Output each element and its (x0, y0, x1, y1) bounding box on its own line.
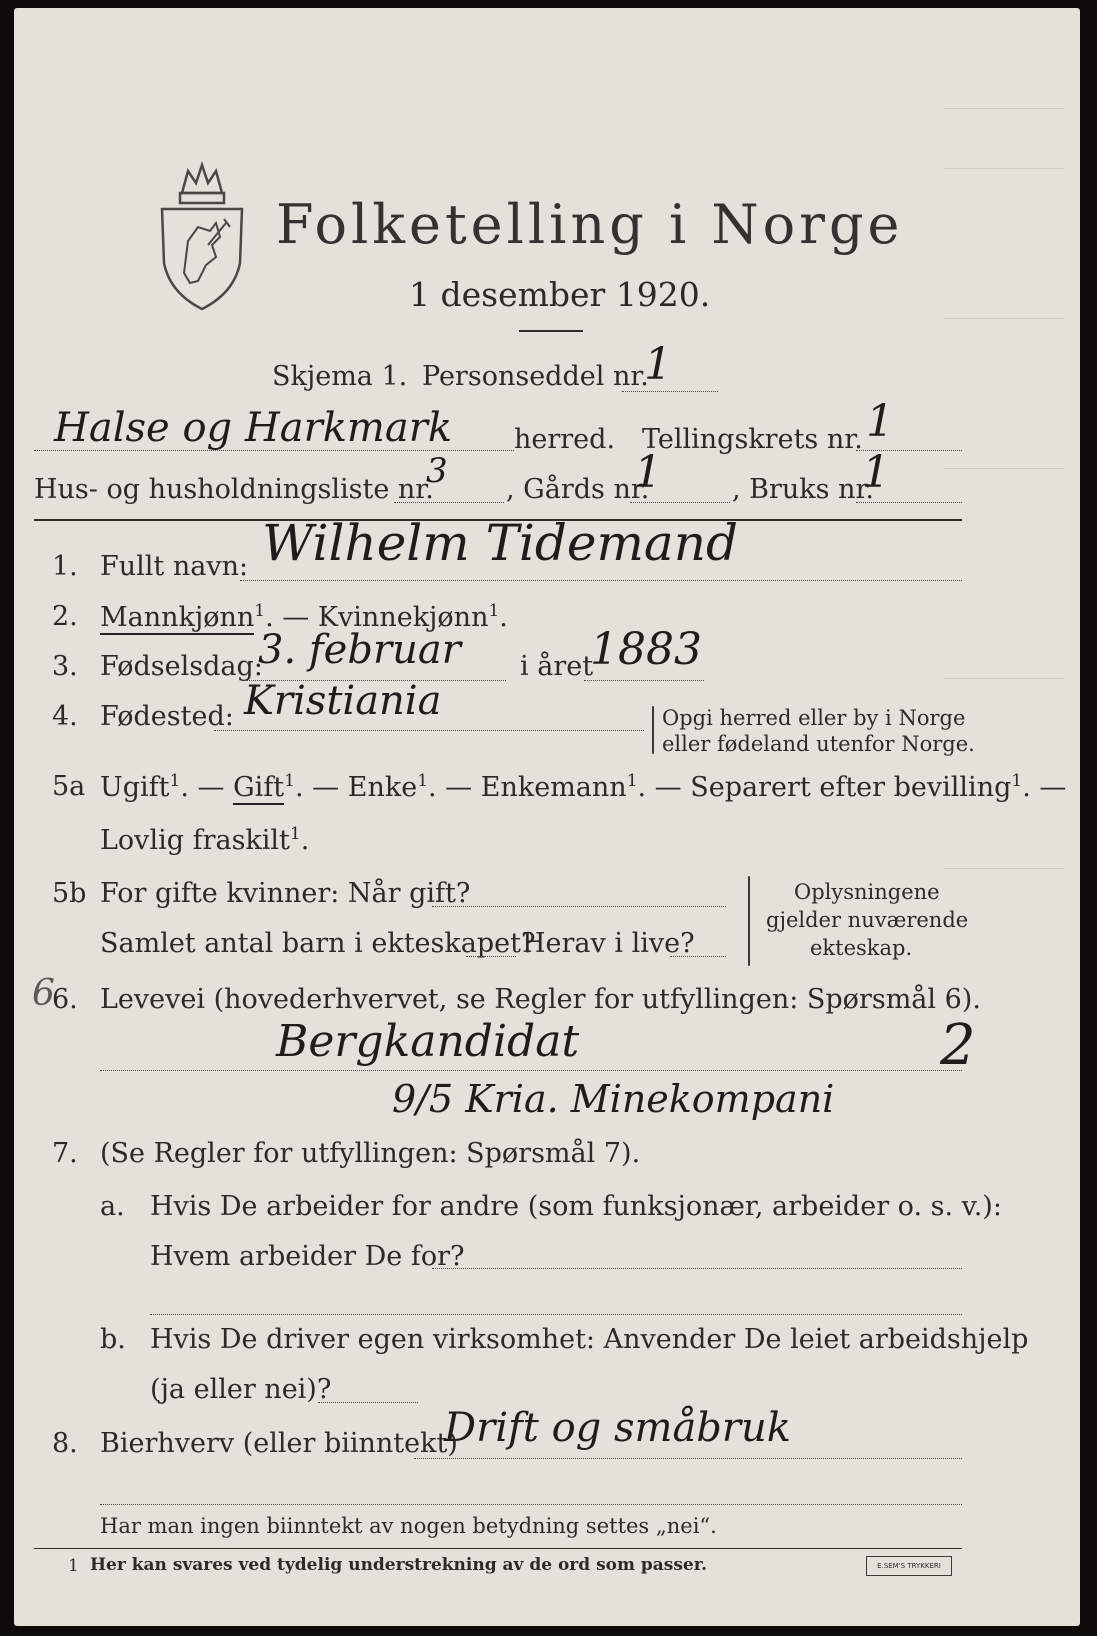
q7a-label: Hvis De arbeider for andre (som funksjonær, arbeider o. s. v.): (150, 1191, 1002, 1222)
q1-value: Wilhelm Tidemand (262, 514, 738, 572)
husliste-value: 3 (426, 451, 448, 491)
title-rule (519, 330, 583, 332)
q3-number: 3. (52, 651, 78, 682)
status-gift: Gift (233, 772, 285, 803)
q8-label: Bierhverv (eller biinntekt) (100, 1428, 458, 1459)
bleed-through-line (944, 108, 1064, 109)
q5b-children-field (466, 956, 516, 957)
norwegian-coat-of-arms-icon (154, 153, 250, 313)
bleed-through-line (944, 678, 1064, 679)
q7b-question: (ja eller nei)? (150, 1374, 332, 1405)
q4-field (214, 730, 644, 731)
footnote-ref: 1 (254, 601, 266, 621)
status-ugift: Ugift (100, 772, 170, 803)
separator: . — (428, 772, 481, 803)
q5a-fraskilt (100, 826, 309, 854)
q5b-alive-label: Herav i live? (522, 928, 695, 959)
q6-occupation: Bergkandidat (276, 1016, 580, 1067)
q3-year-value: 1883 (590, 624, 702, 675)
q5b-note-line2: gjelder nuværende (766, 908, 969, 932)
q3-value: 3. februar (258, 627, 461, 673)
q8-number: 8. (52, 1428, 78, 1459)
q6-number: 6. (52, 984, 78, 1015)
separator: . (300, 825, 310, 856)
q3-year-field (584, 680, 704, 681)
q5b-number: 5b (52, 878, 87, 909)
bleed-through-line (944, 318, 1064, 319)
q4-number: 4. (52, 701, 78, 732)
q5b-when-field (432, 906, 726, 907)
census-date: 1 desember 1920. (409, 275, 711, 314)
bleed-through-line (944, 168, 1064, 169)
q1-field (240, 580, 962, 581)
q5b-alive-field (670, 956, 726, 957)
q8-value: Drift og småbruk (444, 1405, 792, 1451)
footnote-ref: 1 (284, 771, 295, 791)
footnote-ref: 1 (626, 771, 638, 791)
skjema-label: Skjema 1. (272, 361, 408, 392)
q7b-letter: b. (100, 1324, 126, 1355)
q5b-brace (748, 876, 750, 966)
q4-brace (652, 706, 654, 754)
q6-margin-mark: 6 (32, 973, 55, 1014)
footnote-rule (34, 1548, 962, 1549)
printer-stamp (866, 1556, 952, 1576)
husliste-field (394, 502, 504, 503)
separator: . — (637, 772, 691, 803)
q4-note-line2: eller fødeland utenfor Norge. (662, 732, 975, 756)
q5b-note-line3: ekteskap. (810, 936, 913, 960)
q6-employer: 9/5 Kria. Minekompani (392, 1077, 835, 1121)
q6-label: Levevei (hovederhvervet, se Regler for utfyllingen: Spørsmål 6). (100, 984, 981, 1015)
bruks-value: 1 (862, 447, 890, 498)
personseddel-value: 1 (644, 339, 672, 390)
printer-stamp-text: E.SEM'S TRYKKERI (877, 1562, 941, 1570)
status-enke: Enke (347, 772, 418, 803)
q6-field-2 (100, 1120, 962, 1121)
q7a-question: Hvem arbeider De for? (150, 1241, 465, 1272)
q5a-options (100, 773, 1066, 801)
separator: . (499, 602, 508, 633)
separator: . — (265, 602, 318, 633)
q5a-number: 5a (52, 771, 86, 802)
bleed-through-line (944, 468, 1064, 469)
q7a-field-1 (432, 1268, 962, 1269)
q3-label: Fødselsdag: (100, 651, 263, 682)
separator: . — (294, 772, 348, 803)
footnote-ref: 1 (488, 601, 500, 621)
q7a-letter: a. (100, 1191, 125, 1222)
q6-field-1 (100, 1070, 962, 1071)
q7b-label: Hvis De driver egen virksomhet: Anvender De leiet arbeidshjelp (150, 1324, 1029, 1355)
footnote-ref: 1 (169, 771, 181, 791)
q5b-children-label: Samlet antal barn i ekteskapet? (100, 928, 536, 959)
bruks-field (856, 502, 962, 503)
q5b-note-line1: Oplysningene (794, 880, 940, 904)
tellingskrets-value: 1 (866, 396, 894, 447)
q7a-field-2 (150, 1314, 962, 1315)
q1-number: 1. (52, 551, 78, 582)
separator: . — (180, 772, 234, 803)
footnote-ref: 1 (1011, 771, 1023, 791)
personseddel-label: Personseddel nr. (422, 361, 649, 392)
sex-option-female: Kvinnekjønn (317, 602, 489, 633)
footnote-number: 1 (68, 1556, 79, 1576)
gards-label: , Gårds nr. (506, 474, 650, 505)
status-separert: Separert efter bevilling (690, 772, 1012, 803)
q6-code: 2 (940, 1013, 976, 1078)
form-title: Folketelling i Norge (276, 193, 904, 256)
footnote-text: Her kan svares ved tydelig understrekning av de ord som passer. (90, 1555, 708, 1575)
q4-label: Fødested: (100, 701, 234, 732)
separator: . — (1022, 772, 1067, 803)
status-fraskilt: Lovlig fraskilt (100, 825, 290, 856)
tellingskrets-label: Tellingskrets nr. (642, 424, 863, 455)
q8-field-2 (100, 1504, 962, 1505)
q7-number: 7. (52, 1138, 78, 1169)
footnote-ref: 1 (289, 824, 301, 844)
q2-number: 2. (52, 601, 78, 632)
q7-label: (Se Regler for utfyllingen: Spørsmål 7). (100, 1138, 641, 1169)
q8-field-1 (414, 1458, 962, 1459)
footnote-ref: 1 (417, 771, 429, 791)
herred-value: Halse og Harkmark (54, 405, 453, 451)
husliste-label: Hus- og husholdningsliste nr. (34, 474, 434, 505)
q1-label: Fullt navn: (100, 551, 249, 582)
bleed-through-line (944, 868, 1064, 869)
q4-note-line1: Opgi herred eller by i Norge (662, 706, 966, 730)
sex-option-male: Mannkjønn (100, 602, 255, 633)
q5b-married-when: For gifte kvinner: Når gift? (100, 878, 471, 909)
status-enkemann: Enkemann (480, 772, 627, 803)
q3-year-label: i året (520, 651, 594, 682)
q7b-field (318, 1402, 418, 1403)
bruks-label: , Bruks nr. (732, 474, 875, 505)
personseddel-field (622, 391, 718, 392)
no-income-note: Har man ingen biinntekt av nogen betydning settes „nei“. (100, 1514, 717, 1538)
q4-value: Kristiania (244, 678, 442, 724)
gards-field (630, 502, 730, 503)
herred-label: herred. (514, 424, 616, 455)
census-form (14, 8, 1080, 1626)
gards-value: 1 (634, 447, 662, 498)
